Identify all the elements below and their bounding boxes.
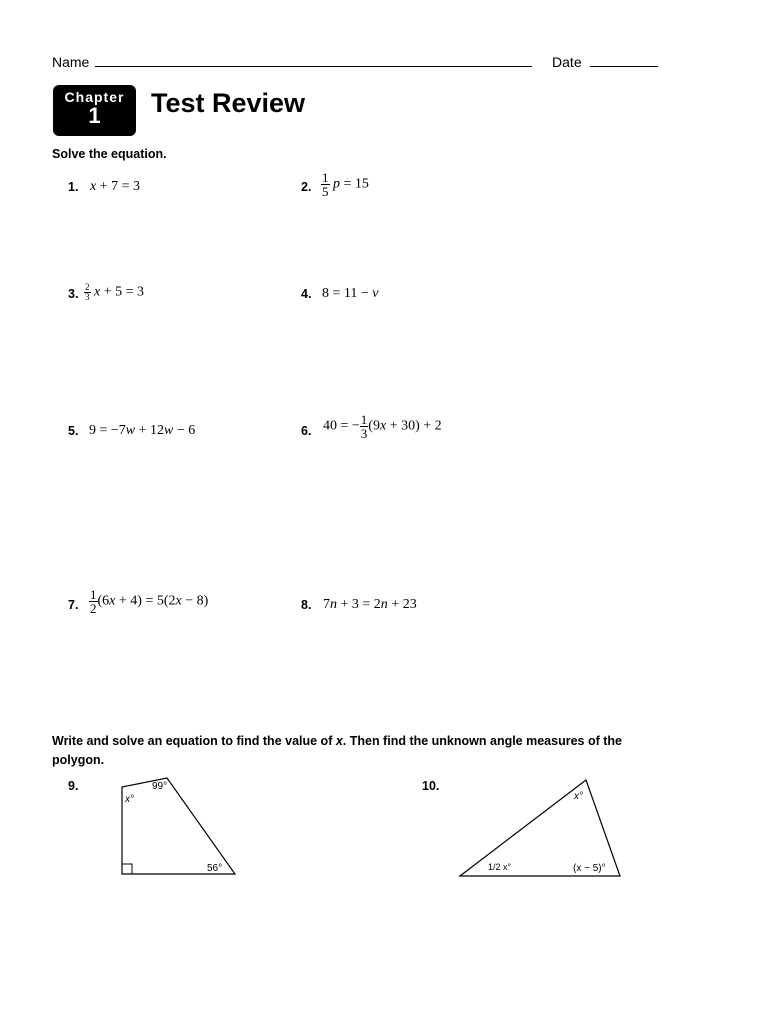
problem-1-equation: x + 7 = 3 xyxy=(90,179,141,194)
problem-4-equation: 8 = 11 − v xyxy=(322,286,379,301)
date-label: Date xyxy=(552,54,582,70)
problem-5-number: 5. xyxy=(68,424,79,438)
chapter-word: Chapter xyxy=(64,89,125,105)
problem-3-number: 3. xyxy=(68,287,79,301)
right-angle-mark xyxy=(122,864,132,874)
problem-6-equation: 40 = − $\frac{1}{3}$ (9x + 30) + 2 xyxy=(323,412,442,441)
angle-label-x-minus-5: (x − 5)° xyxy=(573,863,606,874)
chapter-number: 1 xyxy=(88,103,101,128)
quadrilateral-diagram xyxy=(110,765,250,885)
angle-label-x: x° xyxy=(125,794,134,805)
problem-8-equation: 7n + 3 = 2n + 23 xyxy=(323,597,417,612)
problem-5-equation: 9 = −7w + 12w − 6 xyxy=(89,423,196,438)
problem-4-number: 4. xyxy=(301,287,312,301)
problem-7-number: 7. xyxy=(68,598,79,612)
problem-2-number: 2. xyxy=(301,180,312,194)
date-blank[interactable] xyxy=(590,54,658,67)
chapter-badge xyxy=(53,85,136,136)
triangle-diagram xyxy=(450,770,635,885)
section1-instruction: Solve the equation. xyxy=(52,147,167,161)
section2-instruction-part1: Write and solve an equation to find the value of xyxy=(52,734,336,748)
problem-9-number: 9. xyxy=(68,779,79,793)
quadrilateral-shape xyxy=(122,778,235,874)
angle-label-x: x° xyxy=(574,791,583,802)
name-date-row xyxy=(52,54,658,70)
triangle-shape xyxy=(460,780,620,876)
section2-instruction-var: x xyxy=(335,734,343,748)
section2-instruction-part2: . Then find the unknown angle measures of the polygon. xyxy=(52,734,622,767)
problem-3-equation: $\frac{2}{3}$ x + 5 = 3 xyxy=(85,282,145,302)
problem-2-equation: $\frac{1}{5}$ p = 15 xyxy=(322,170,369,199)
page-title: Test Review xyxy=(151,88,306,118)
problem-1-number: 1. xyxy=(68,180,79,194)
problem-10-number: 10. xyxy=(422,779,440,793)
angle-label-half-x: 1/2 x° xyxy=(488,862,512,872)
name-blank[interactable] xyxy=(95,54,532,67)
problem-6-number: 6. xyxy=(301,424,312,438)
problem-7-equation: $\frac{1}{2}$ (6x + 4) = 5(2x − 8) xyxy=(90,587,209,616)
angle-label-56: 56° xyxy=(207,863,223,874)
problem-8-number: 8. xyxy=(301,598,312,612)
name-label: Name xyxy=(52,54,90,70)
angle-label-99: 99° xyxy=(152,781,168,792)
